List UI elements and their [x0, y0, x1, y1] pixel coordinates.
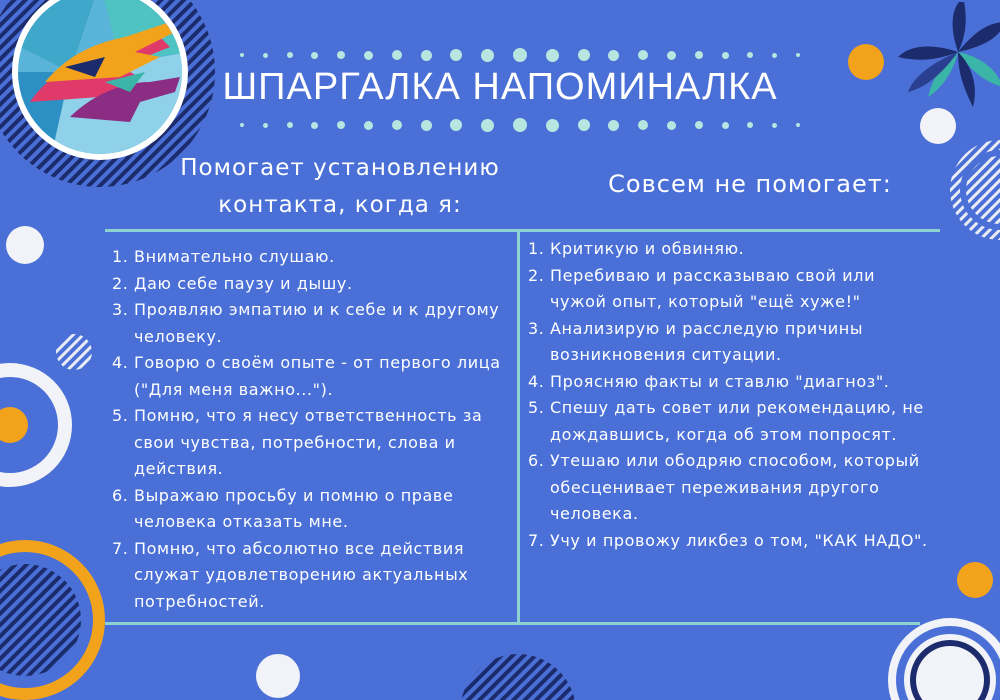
left-list	[112, 244, 502, 615]
left-column-heading	[160, 150, 520, 224]
dotted-divider-top	[240, 48, 800, 62]
list-item: 1. Критикую и обвиняю.	[528, 239, 745, 258]
list-item: 3. Проявляю эмпатию и к себе и к другому человеку.	[112, 300, 500, 346]
table-bottom-line	[105, 622, 920, 625]
list-item: 2. Даю себе паузу и дышу.	[112, 273, 353, 293]
list-item: 4. Говорю о своём опыте - от первого лица ("Для меня важно...").	[112, 353, 501, 399]
list-item: 1. Внимательно слушаю.	[112, 247, 335, 266]
list-item: 5. Спешу дать совет или рекомендацию, не дождавшись, когда об этом попросят.	[528, 398, 924, 444]
list-item: 5. Помню, что я несу ответственность за свои чувства, потребности, слова и действия.	[112, 406, 483, 478]
dotted-divider-bottom	[240, 118, 800, 132]
list-item: 7. Учу и провожу ликбез о том, "КАК НАДО".	[528, 530, 928, 550]
list-item: 6. Утешаю или ободряю способом, который обесценивает переживания другого человека.	[528, 451, 920, 523]
right-list	[528, 236, 928, 554]
list-item: 4. Проясняю факты и ставлю "диагноз".	[528, 371, 890, 391]
right-column-heading: Совсем не помогает:	[608, 170, 892, 198]
left-heading-line1: Помогает установлению	[180, 155, 500, 181]
left-heading-line2: контакта, когда я:	[218, 192, 462, 218]
list-item: 2. Перебиваю и рассказываю свой или чужой опыт, который "ещё хуже!"	[528, 265, 876, 311]
list-item: 3. Анализирую и расследую причины возникновения ситуации.	[528, 318, 864, 364]
table-top-line	[105, 229, 940, 232]
table-divider	[517, 229, 520, 625]
page-title: ШПАРГАЛКА НАПОМИНАЛКА	[222, 66, 778, 108]
list-item: 6. Выражаю просьбу и помню о праве человека отказать мне.	[112, 485, 454, 531]
list-item: 7. Помню, что абсолютно все действия служат удовлетворению актуальных потребностей.	[112, 538, 469, 611]
